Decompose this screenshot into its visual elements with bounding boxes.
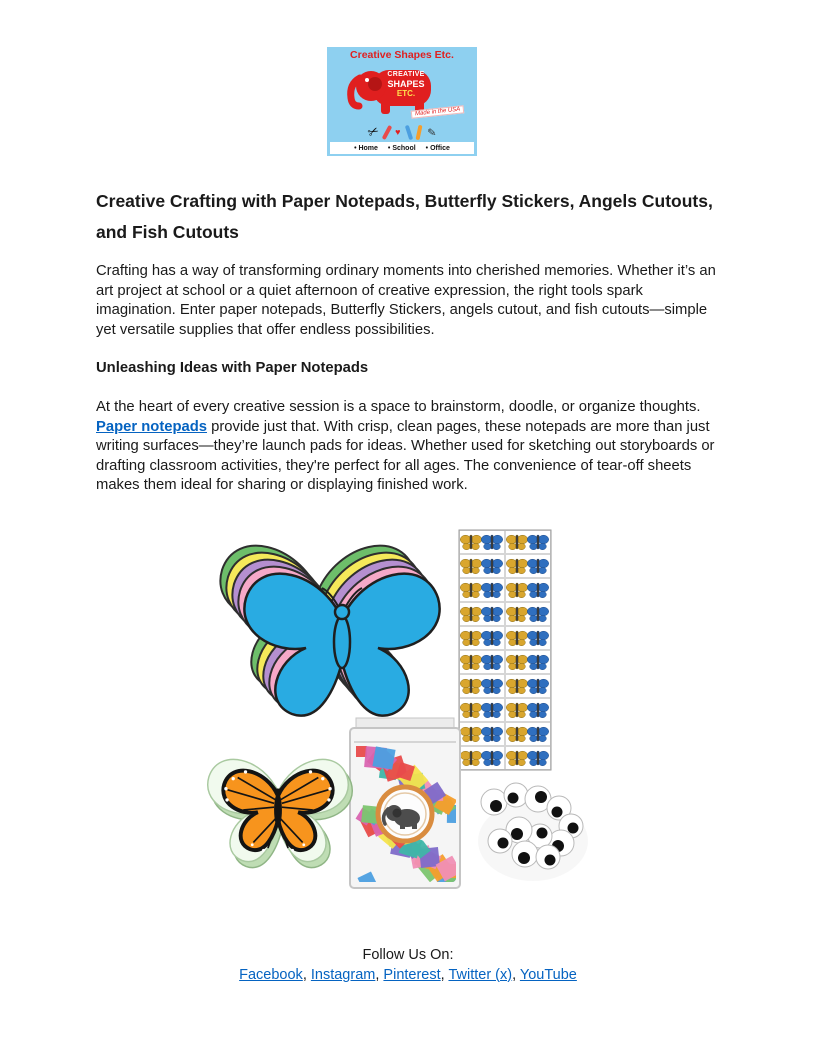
scissors-icon: ✂ [365, 122, 382, 141]
follow-us-label: Follow Us On: [362, 947, 454, 963]
paper-squares-bag-image [350, 718, 473, 893]
logo-badge [377, 71, 435, 99]
monarch-notepad-image [208, 759, 353, 867]
product-collage-image [203, 528, 613, 908]
intro-paragraph: Crafting has a way of transforming ordinary moments into cherished memories. Whether it’s an art project at school or a quiet afternoon of creative expression, the right tools spark imagination. Enter paper notepads, Butterfly Stickers, angels cutout, and fish cutouts—simple yet versatile supplies that offer endless possibilities. [96, 263, 716, 338]
logo-menu-office: • Office [426, 145, 450, 152]
logo-menu-school: • School [388, 145, 416, 152]
logo-site-name: Creative Shapes Etc. [350, 49, 454, 61]
crayon-icon [404, 124, 412, 140]
made-in-usa-ribbon: Made in the USA [411, 105, 465, 119]
instagram-link[interactable]: Instagram [310, 966, 376, 983]
logo-badge-line2: SHAPES [387, 79, 425, 90]
section-heading: Unleashing Ideas with Paper Notepads [96, 360, 369, 377]
link-separator: , [302, 966, 311, 983]
heart-icon: ♥ [395, 127, 401, 137]
article-title: Creative Crafting with Paper Notepads, Butterfly Stickers, Angels Cutouts, and Fish Cutouts [96, 191, 713, 242]
googly-eyes-image [478, 783, 588, 881]
paper-notepads-link[interactable]: Paper notepads [96, 418, 208, 435]
crayon-icon [382, 124, 393, 139]
logo-badge-line3: ETC. [396, 89, 416, 99]
craft-supplies-art [327, 123, 477, 141]
crayon-icon [415, 124, 422, 140]
twitter-link[interactable]: Twitter (x) [448, 966, 513, 983]
site-logo [327, 47, 477, 156]
link-separator: , [440, 966, 449, 983]
body-text-after-link: provide just that. With crisp, clean pages, these notepads are more than just writing surfaces—they’re launch pads for ideas. Whether used for sketching out storyboards or drafting classroom activities, they're perfect for all ages. The convenience of tear-off sheets makes them ideal for sharing or displaying finished work. [96, 418, 715, 494]
butterfly-sticker-sheet-image [459, 530, 551, 770]
link-separator: , [375, 966, 384, 983]
body-paragraph [96, 398, 720, 496]
butterfly-notepad-stack-image [220, 546, 439, 716]
page-footer [0, 946, 816, 985]
social-links [0, 966, 816, 986]
pinterest-link[interactable]: Pinterest [383, 966, 441, 983]
logo-badge-line1: CREATIVE [387, 71, 425, 78]
logo-menu-strip [330, 142, 474, 154]
logo-menu-home: • Home [354, 145, 378, 152]
youtube-link[interactable]: YouTube [519, 966, 577, 983]
body-text-before-link: At the heart of every creative session is a space to brainstorm, doodle, or organize thoughts. [96, 398, 701, 415]
link-separator: , [512, 966, 520, 983]
facebook-link[interactable]: Facebook [239, 966, 303, 983]
pencil-icon: ✏ [423, 124, 439, 140]
product-collage [203, 528, 613, 908]
